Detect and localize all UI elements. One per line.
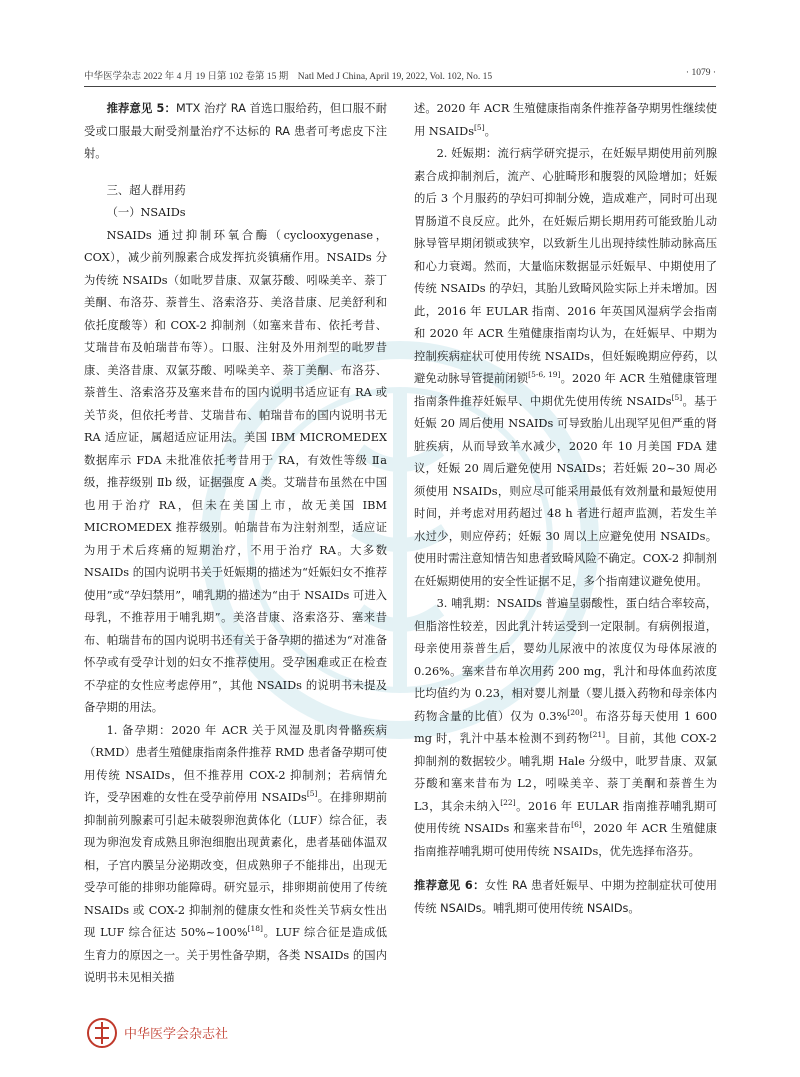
reference-citation[interactable]: [18] <box>247 924 263 934</box>
journal-citation: 中华医学杂志 2022 年 4 月 19 日第 102 卷第 15 期 Natl Med J China, April 19, 2022, Vol. 102, No. 15 <box>84 72 493 82</box>
reference-citation[interactable]: [5] <box>671 392 683 402</box>
page-header <box>84 64 716 84</box>
right-column <box>414 98 717 920</box>
body-paragraph-pregnancy: 2. 妊娠期：流行病学研究提示，在妊娠早期使用前列腺素合成抑制剂后，流产、心脏畸形和腹裂的风险增加；妊娠的后 3 个月服药的孕妇可抑制分娩，造成难产，同时可出现胃肠道不良反应。此外，在妊娠后期长期用药可能致胎儿动脉导管早期闭锁或狭窄，以致新生儿出现持续性肺动脉高压和心力衰竭。然而，大量临床数据显示妊娠早、中期使用了传统 NSAIDs 的孕妇，其胎儿致畸风险实际上并未增加。因此，2016 年 EULAR 指南、2016 年英国风湿病学会指南和 2020 年 ACR 生殖健康指南均认为，在妊娠早、中期为控制疾病症状可使用传统 NSAIDs，但妊娠晚期应停药，以避免动脉导管提前闭锁[5-6, 19]。2020 年 ACR 生殖健康管理指南条件推荐妊娠早、中期优先使用传统 NSAIDs[5]。基于妊娠 20 周后使用 NSAIDs 可导致胎儿出现罕见但严重的肾脏疾病，从而导致羊水减少，2020 年 10 月美国 FDA 建议，妊娠 20 周后避免使用 NSAIDs；若妊娠 20~30 周必须使用 NSAIDs，则应尽可能采用最低有效剂量和最短使用时间，并考虑对用药超过 48 h 者进行超声监测，若发生羊水过少，则应停药；妊娠 30 周以上应避免使用 NSAIDs。使用时需注意知情告知患者致畸风险不确定。COX-2 抑制剂在妊娠期使用的安全性证据不足，多个指南建议避免使用。 <box>414 147 717 588</box>
recommendation-text: 女性 RA 患者妊娠早、中期为控制症状可使用传统 NSAIDs。哺乳期可使用传统 NSAIDs。 <box>414 879 717 915</box>
body-paragraph-preconception: 1. 备孕期：2020 年 ACR 关于风湿及肌肉骨骼疾病（RMD）患者生殖健康指南条件推荐 RMD 患者备孕期可使用传统 NSAIDs，但不推荐用 COX-2 抑制剂；若病情允许，受孕困难的女性在受孕前停用 NSAIDs[5]。在排卵期前抑制前列腺素可引起未破裂卵泡黄体化（LUF）综合征，表现为卵泡发育成熟且卵泡细胞出现黄素化，患者基础体温双相，子宫内膜呈分泌期改变，但成熟卵子不能排出，出现无受孕可能的排卵功能障碍。研究显示，排卵期前使用了传统 NSAIDs 或 COX-2 抑制剂的健康女性和炎性关节病女性出现 LUF 综合征达 50%~100%[18]。LUF 综合征是造成低生育力的原因之一。关于男性备孕期，各类 NSAIDs 的国内说明书未见相关描 <box>84 723 388 984</box>
body-paragraph-continued: 述。2020 年 ACR 生殖健康指南条件推荐备孕期男性继续使用 NSAIDs[5]。 <box>414 102 717 138</box>
recommendation-6 <box>414 875 717 920</box>
reference-citation[interactable]: [22] <box>500 797 516 807</box>
body-paragraph: NSAIDs 通过抑制环氧合酶（cyclooxygenase，COX），减少前列腺素合成发挥抗炎镇痛作用。NSAIDs 分为传统 NSAIDs（如吡罗昔康、双氯芬酸、吲哚美辛、萘丁美酮、布洛芬、萘普生、洛索洛芬、美洛昔康、尼美舒利和依托度酸等）和 COX-2 抑制剂（如塞来昔布、依托考昔、艾瑞昔布及帕瑞昔布等）。口服、注射及外用剂型的吡罗昔康、美洛昔康、双氯芬酸、吲哚美辛、萘丁美酮、布洛芬、萘普生、洛索洛芬及塞来昔布的国内说明书适应证有 RA 或关节炎，但依托考昔、艾瑞昔布、帕瑞昔布的国内说明书无 RA 适应证，属超适应证用法。美国 IBM MICROMEDEX 数据库示 FDA 未批准依托考昔用于 RA，有效性等级 Ⅱa 级，推荐级别 Ⅱb 级，证据强度 A 类。艾瑞昔布虽然在中国也用于治疗 RA，但未在美国上市，故无美国 IBM MICROMEDEX 推荐级别。帕瑞昔布为注射剂型，适应证为用于术后疼痛的短期治疗，不用于治疗 RA。大多数 NSAIDs 的国内说明书关于妊娠期的描述为“妊娠妇女不推荐使用”或“孕妇禁用”，哺乳期的描述为“由于 NSAIDs 可进入母乳，不推荐用于哺乳期”。美洛昔康、洛索洛芬、塞来昔布、帕瑞昔布的国内说明书还有关于备孕期的描述为“对准备怀孕或有受孕计划的妇女不推荐使用。受孕困难或正在检查不孕症的女性应考虑停用”，其他 NSAIDs 的说明书未提及备孕期的用法。 <box>84 228 387 714</box>
publisher-logo-text: 中华医学会杂志社 <box>124 1027 229 1042</box>
reference-citation[interactable]: [5-6, 19] <box>528 370 561 380</box>
subsection-title: （一）NSAIDs <box>106 206 186 219</box>
recommendation-text: MTX 治疗 RA 首选口服给药，但口服不耐受或口服最大耐受剂量治疗不达标的 RA 患者可考虑皮下注射。 <box>84 102 388 160</box>
reference-citation[interactable]: [21] <box>589 730 606 740</box>
recommendation-label: 推荐意见 6： <box>414 879 485 892</box>
reference-citation[interactable]: [5] <box>306 789 318 799</box>
publisher-logo <box>84 1013 314 1053</box>
left-column <box>84 98 387 990</box>
reference-citation[interactable]: [20] <box>567 707 583 717</box>
recommendation-5 <box>84 98 387 166</box>
reference-citation[interactable]: [5] <box>474 122 485 132</box>
page-number: · 1079 · <box>685 68 716 78</box>
recommendation-label: 推荐意见 5： <box>106 102 176 115</box>
body-paragraph-lactation: 3. 哺乳期：NSAIDs 普遍呈弱酸性，蛋白结合率较高，但脂溶性较差，因此乳汁转运受到一定限制。有病例报道，母亲使用萘普生后，婴幼儿尿液中的浓度仅为母体尿液的 0.26%。塞来昔布单次用药 200 mg，乳汁和母体血药浓度比均值约为 0.23，相对婴儿剂量（婴儿摄入药物和母亲体内药物含量的比值）仅为 0.3%[20]。布洛芬每天使用 1 600 mg 时，乳汁中基本检测不到药物[21]。目前，其他 COX-2 抑制剂的数据较少。哺乳期 Hale 分级中，吡罗昔康、双氯芬酸和塞来昔布为 L2，吲哚美辛、萘丁美酮和萘普生为 L3，其余未纳入[22]。2016 年 EULAR 指南推荐哺乳期可使用传统 NSAIDs 和塞来昔布[6]，2020 年 ACR 生殖健康指南推荐哺乳期可使用传统 NSAIDs，优先选择布洛芬。 <box>414 597 718 858</box>
section-title: 三、超人群用药 <box>106 183 186 197</box>
header-divider <box>84 86 716 87</box>
reference-citation[interactable]: [6] <box>571 820 582 830</box>
